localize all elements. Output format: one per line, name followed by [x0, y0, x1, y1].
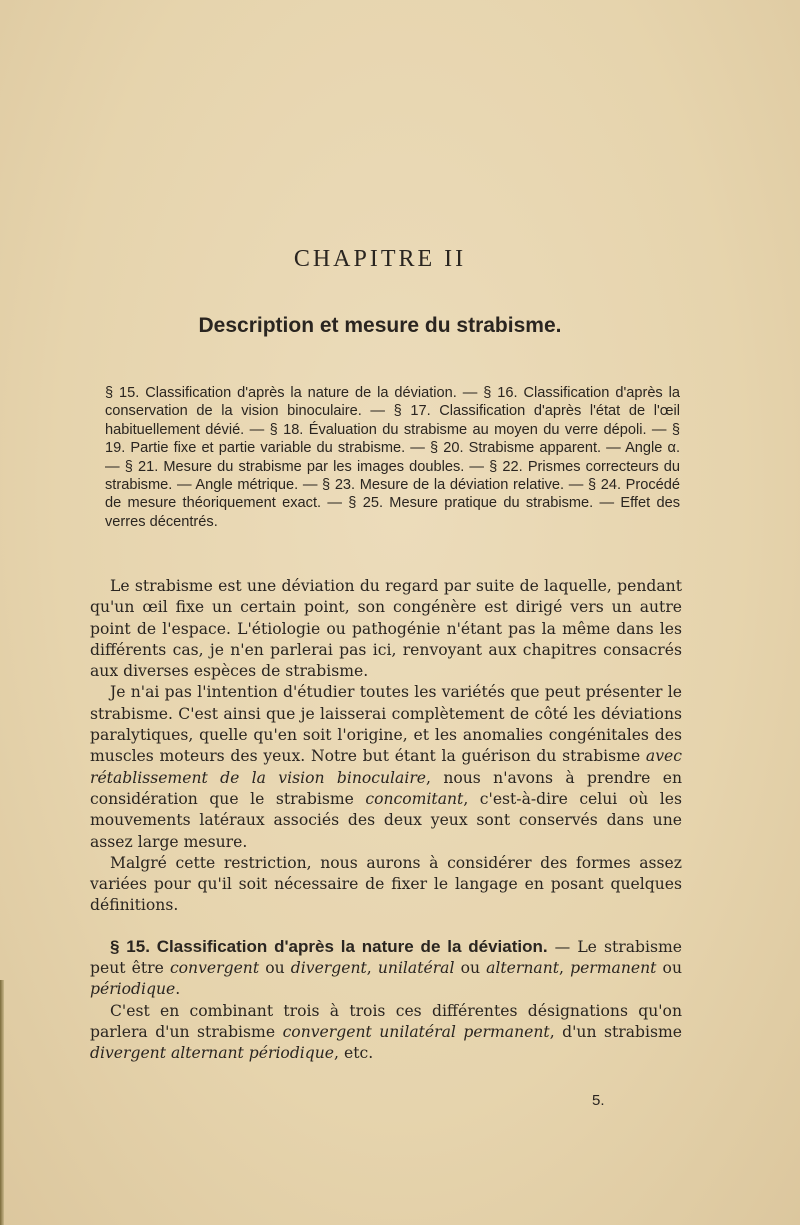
paragraph-1: Le strabisme est une déviation du regard par suite de laquelle, pendant qu'un œil fixe un certain point, son congénère est dirigé vers un autre point de l'espace. L'étiologie ou pathogénie n'étant pas la même dans les différents cas, je n'en parlerai pas ici, renvoyant aux chapitres consacrés aux diverses espèces de strabisme.	[90, 577, 682, 681]
p5-emphasis-1: convergent unilatéral permanent	[282, 1022, 550, 1041]
s15-emphasis-6: périodique	[90, 980, 176, 999]
section-15	[90, 936, 682, 1001]
page-number: 5.	[592, 1092, 605, 1109]
p5-text-a: C'est en combinant trois à trois ces différentes désignations qu'on parlera d'un strabisme	[90, 1001, 682, 1041]
p2-emphasis-1: avec rétablissement de la vision binoculaire	[90, 747, 682, 787]
paragraph-2	[90, 682, 682, 852]
p5-emphasis-2: divergent alternant périodique	[90, 1044, 335, 1063]
p2-text-b: , nous n'avons à prendre en considération que le strabisme	[90, 768, 683, 808]
paragraph-3: Malgré cette restriction, nous aurons à considérer des formes assez variées pour qu'il soit nécessaire de fixer le langage en posant quelques définitions.	[90, 853, 682, 915]
s15-text-b: ou	[259, 959, 291, 978]
s15-emphasis-4: alternant	[486, 959, 560, 978]
chapter-title: Description et mesure du strabisme.	[198, 314, 562, 337]
chapter-summary	[105, 384, 680, 531]
p5-text-b: , d'un strabisme	[549, 1022, 683, 1041]
s15-text-g: .	[175, 980, 181, 999]
p2-emphasis-2: concomitant	[365, 789, 464, 808]
s15-text-e: ,	[559, 959, 571, 978]
s15-emphasis-3: unilatéral	[377, 959, 455, 978]
p5-text-c: , etc.	[334, 1044, 374, 1063]
s15-text-d: ou	[454, 959, 487, 978]
section-15-heading: § 15. Classification d'après la nature de la déviation.	[110, 936, 548, 956]
body-text	[90, 576, 682, 1065]
p2-text-a: Je n'ai pas l'intention d'étudier toutes les variétés que peut présenter le strabisme. C'est ainsi que je laisserai complètement de côté les déviations paralytiques, quelle qu'en soit l'origine, et les anomalies congénitales des muscles moteurs des yeux. Notre but étant la guérison du strabisme	[90, 683, 682, 766]
s15-text-a: — Le strabisme peut être	[90, 937, 682, 978]
s15-emphasis-1: convergent	[169, 959, 260, 978]
p2-text-c: , c'est-à-dire celui où les mouvements latéraux associés des deux yeux sont conservés dans une assez large mesure.	[90, 789, 682, 851]
s15-text-f: ou	[656, 959, 682, 978]
summary-text: § 15. Classification d'après la nature de la déviation. — § 16. Classification d'après la conservation de la vision binoculaire. — § 17. Classification d'après l'état de l'œil habituellement dévié. — § 18. Évaluation du strabisme au moyen du verre dépoli. — § 19. Partie fixe et partie variable du strabisme. — § 20. Strabisme apparent. — Angle α. — § 21. Mesure du strabisme par les images doubles. — § 22. Prismes correcteurs du strabisme. — Angle métrique. — § 23. Mesure de la déviation relative. — § 24. Procédé de mesure théoriquement exact. — § 25. Mesure pratique du strabisme. — Effet des verres décentrés.	[105, 385, 680, 530]
s15-emphasis-2: divergent	[290, 959, 367, 978]
chapter-label: CHAPITRE II	[293, 246, 467, 272]
s15-text-c: ,	[366, 959, 378, 978]
s15-emphasis-5: permanent	[570, 959, 657, 978]
paragraph-5	[90, 1001, 682, 1065]
